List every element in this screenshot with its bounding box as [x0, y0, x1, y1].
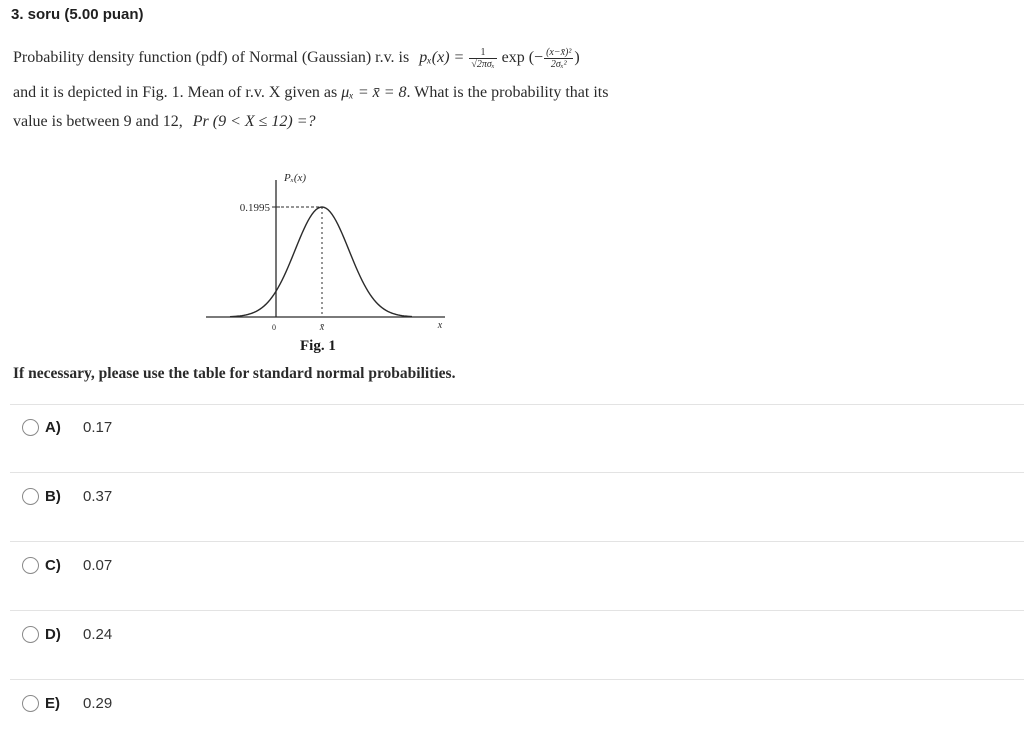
pdf-coefficient-fraction [469, 47, 496, 70]
pdf-exp-denominator: 2σₓ² [550, 59, 567, 70]
figure-caption: Fig. 1 [300, 338, 336, 354]
question-text: . What is the probability that its [406, 84, 609, 101]
pdf-exp-close: ) [574, 49, 580, 67]
probability-formula: Pr (9 < X ≤ 12) =? [192, 113, 316, 130]
gaussian-pdf-plot [200, 160, 460, 340]
question-text-line-3 [13, 113, 316, 131]
option-value: 0.24 [83, 625, 113, 643]
option-b[interactable] [22, 483, 112, 509]
question-text: and it is depicted in Fig. 1. Mean of r.v. X given as [13, 84, 338, 101]
question-text: value is between 9 and 12, [13, 113, 183, 130]
pdf-lhs: pₓ(x) = [419, 49, 465, 67]
option-a[interactable] [22, 414, 112, 440]
option-value: 0.17 [83, 418, 113, 436]
pdf-frac-denominator: √2πσₓ [471, 59, 495, 70]
divider [10, 404, 1024, 405]
question-text: Probability density function (pdf) of Normal (Gaussian) r.v. is [13, 49, 410, 67]
option-value: 0.29 [83, 694, 113, 712]
divider [10, 610, 1024, 611]
radio-button[interactable] [22, 488, 39, 505]
bell-curve [230, 207, 412, 317]
mean-label: x̄ [319, 322, 325, 333]
option-value: 0.37 [83, 487, 113, 505]
pdf-exp-numerator: (x−x̄)² [546, 47, 572, 58]
question-text-line-2 [13, 84, 608, 102]
question-header: 3. soru (5.00 puan) [11, 6, 144, 23]
gaussian-pdf-figure [200, 160, 460, 360]
radio-button[interactable] [22, 557, 39, 574]
option-e[interactable] [22, 690, 112, 716]
option-d[interactable] [22, 621, 112, 647]
option-c[interactable] [22, 552, 112, 578]
table-note: If necessary, please use the table for standard normal probabilities. [13, 365, 456, 382]
option-letter: E) [45, 694, 60, 712]
radio-button[interactable] [22, 626, 39, 643]
divider [10, 541, 1024, 542]
option-letter: B) [45, 487, 61, 505]
option-value: 0.07 [83, 556, 113, 574]
peak-label: 0.1995 [239, 202, 270, 214]
question-text-line-1 [13, 47, 580, 70]
pdf-frac-numerator: 1 [469, 47, 496, 59]
radio-button[interactable] [22, 695, 39, 712]
pdf-exponent-fraction [544, 47, 573, 70]
y-axis-label: Pₓ(x) [284, 172, 307, 184]
radio-button[interactable] [22, 419, 39, 436]
divider [10, 472, 1024, 473]
mean-formula: μₓ = x̄ = 8 [341, 84, 407, 101]
divider [10, 679, 1024, 680]
x-axis-label: x [437, 320, 443, 331]
pdf-exp: exp (− [501, 49, 544, 67]
option-letter: C) [45, 556, 61, 574]
option-letter: D) [45, 625, 61, 643]
option-letter: A) [45, 418, 61, 436]
origin-label: 0 [272, 323, 276, 332]
